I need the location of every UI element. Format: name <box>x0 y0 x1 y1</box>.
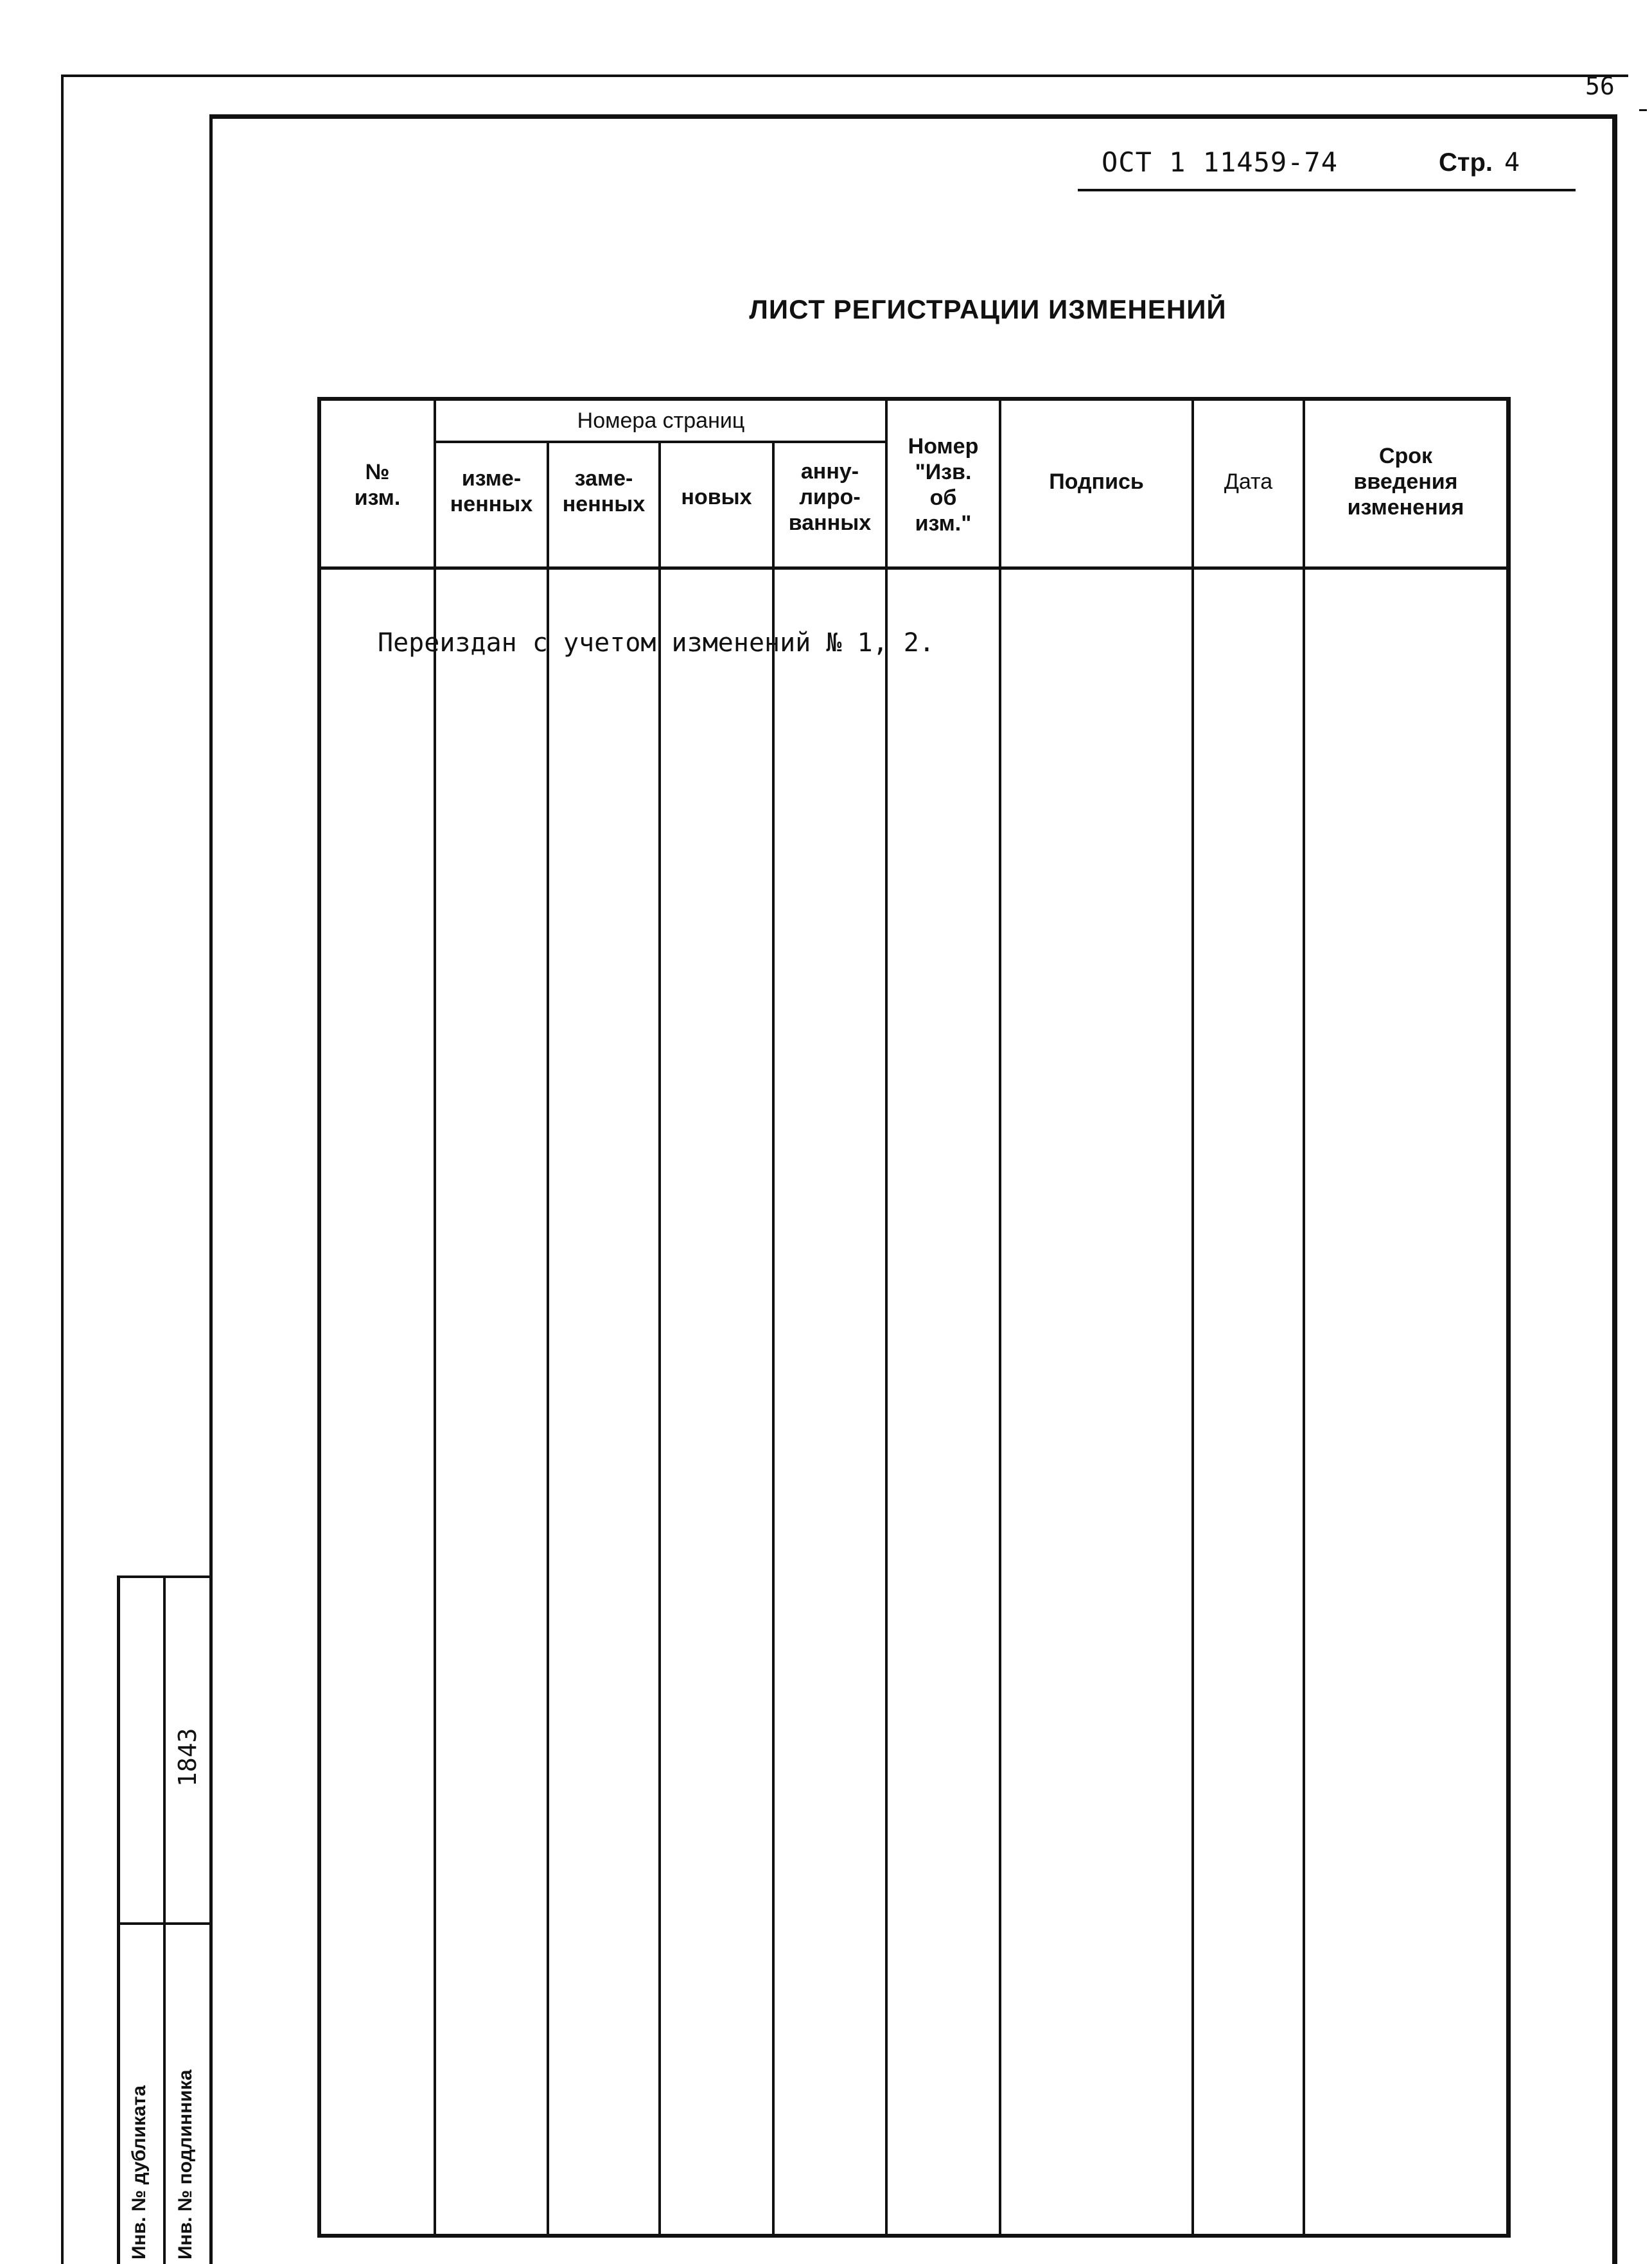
col-divider-4 <box>772 442 775 2238</box>
col-divider-2 <box>547 442 549 2238</box>
inner-frame-top <box>211 114 1617 119</box>
header-change-number: № изм. <box>354 460 401 510</box>
header-new: новых <box>681 485 752 509</box>
header-changed: изме- ненных <box>450 466 533 516</box>
inner-frame-left <box>209 114 213 2264</box>
inner-frame-right <box>1612 114 1617 2264</box>
header-effective-term: Срок введения изменения <box>1347 444 1464 520</box>
doc-code: ОСТ 1 11459-74 <box>1102 146 1339 178</box>
stamp-left <box>117 1575 120 2264</box>
col-divider-5 <box>885 397 888 2238</box>
col-divider-6 <box>999 397 1001 2238</box>
outer-frame-top <box>61 75 1628 77</box>
stamp-center <box>163 1575 166 2264</box>
header-replaced: заме- ненных <box>562 466 646 516</box>
header-page-numbers: Номера страниц <box>577 408 745 433</box>
page-number-dash <box>1639 109 1647 111</box>
header-underline <box>1078 189 1576 191</box>
col-divider-1 <box>434 397 436 2238</box>
header-date: Дата <box>1224 469 1273 494</box>
inv-original-label: Инв. № подлинника <box>175 2069 196 2260</box>
table-border-bottom <box>319 2234 1511 2238</box>
document-title <box>0 294 1652 325</box>
page-label: Стр. <box>1439 148 1493 177</box>
reissue-note: Переиздан с учетом изменений № 1, 2. <box>378 628 935 658</box>
title-text: ЛИСТ РЕГИСТРАЦИИ ИЗМЕНЕНИЙ <box>749 294 1227 324</box>
header-notice-number: Номер "Изв. об изм." <box>908 434 979 536</box>
table-border-left <box>317 397 321 2238</box>
header-signature: Подпись <box>1049 469 1144 494</box>
page-reference <box>1439 148 1520 177</box>
col-divider-7 <box>1191 397 1194 2238</box>
col-divider-3 <box>658 442 661 2238</box>
header-annulled: анну- лиро- ванных <box>788 459 872 535</box>
page-index: 4 <box>1504 148 1520 177</box>
outer-frame-left <box>61 75 64 2264</box>
table-border-right <box>1506 397 1511 2238</box>
page-number: 56 <box>1585 72 1615 100</box>
inv-duplicate-label: Инв. № дубликата <box>128 2085 150 2260</box>
table-header-bottom <box>319 566 1511 570</box>
col-divider-8 <box>1303 397 1305 2238</box>
inv-original-value: 1843 <box>173 1728 202 1787</box>
pages-subheader-line <box>434 441 888 443</box>
